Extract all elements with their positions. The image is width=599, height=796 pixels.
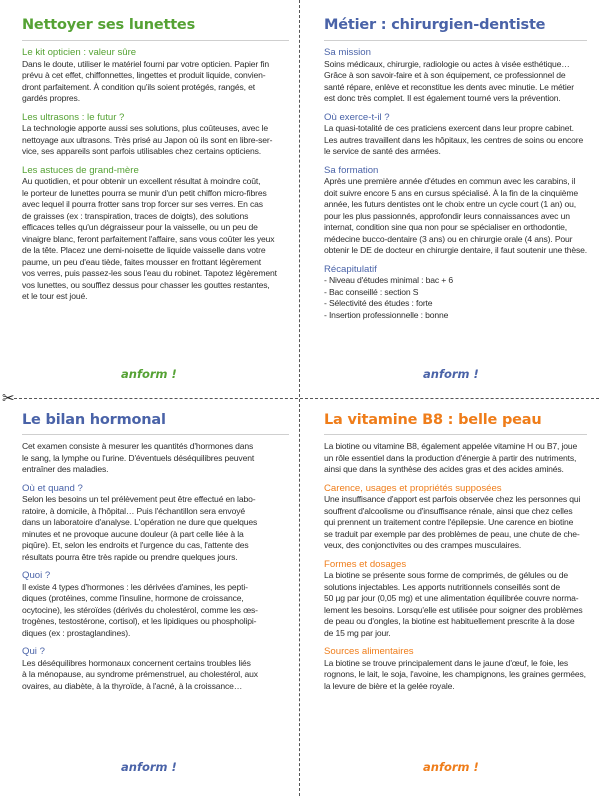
text-line: dront parfaitement. À condition qu'ils soient protégés, rangés, et	[22, 81, 255, 92]
card-sections	[22, 47, 289, 303]
text-line: vinaigre blanc, feront parfaitement l'affaire, sans vous coûter les yeux	[22, 233, 275, 244]
text-line: ocytocine), les stéroïdes (dérivés du cholestérol, comme les œs-	[22, 604, 258, 615]
text-line: est donc très complet. Il est également tourné vers la prévention.	[324, 93, 561, 103]
section-heading: Sa formation	[324, 164, 379, 176]
title-divider	[22, 40, 289, 41]
text-line: Les autres travaillent dans les hôpitaux, les centres de soins ou encore	[324, 134, 584, 145]
text-line: le porteur de lunettes pourra se munir d'un petit chiffon micro-fibres	[22, 187, 267, 198]
text-line: trogènes, testostérone, cortisol), et les lipidiques ou phospholipi-	[22, 616, 257, 626]
card-section	[324, 559, 587, 640]
section-body	[22, 176, 289, 303]
text-line: Cet examen consiste à mesurer les quantités d'hormones dans	[22, 441, 254, 451]
brand-logo: anform !	[121, 760, 177, 774]
text-line: le sang, la lymphe ou l'urine. D'éventuels déséquilibres peuvent	[22, 452, 255, 463]
section-heading: Où et quand ?	[22, 482, 83, 494]
section-heading: Qui ?	[22, 646, 45, 657]
card-section	[22, 165, 289, 303]
card-section	[324, 441, 587, 476]
section-body	[22, 441, 289, 476]
card-section	[324, 165, 587, 257]
text-line: résultats pourra être très rapide ou prendre quelques jours.	[22, 551, 238, 562]
text-line: diques (protéines, comme l'insuline, hormone de croissance,	[22, 593, 244, 603]
text-line: pour les plus passionnés, approfondir leurs connaissances avec un	[324, 210, 570, 221]
text-line: Grâce à son savoir-faire et à son équipement, ce professionnel de	[324, 70, 566, 80]
section-heading: Récapitulatif	[324, 263, 377, 275]
text-line: nettoyage aux ultrasons. Très prisé au Japon où ils sont en libre-ser-	[22, 134, 273, 145]
text-line: lement les besoins. Lorsqu'elle est utilisée pour soigner des problèmes	[324, 604, 583, 615]
card-nettoyer-lunettes	[0, 0, 299, 398]
text-line: entraîner des maladies.	[22, 464, 109, 474]
section-heading: Formes et dosages	[324, 558, 407, 570]
text-line: La quasi-totalité de ces praticiens exercent dans leur propre cabinet.	[324, 123, 574, 133]
text-line: vos verres, puis passez-les sous l'eau du robinet. Tapotez légèrement	[22, 268, 277, 278]
section-body	[324, 59, 587, 105]
text-line: - Niveau d'études minimal : bac + 6	[324, 275, 453, 285]
section-heading: Où exerce-t-il ?	[324, 111, 390, 123]
section-heading: Sources alimentaires	[324, 646, 414, 657]
card-section	[324, 112, 587, 158]
text-line: le service de santé des armées.	[324, 146, 441, 156]
text-line: Au quotidien, et pour obtenir un excellent résultat à moindre coût,	[22, 176, 261, 186]
title-divider	[22, 434, 289, 435]
text-line: rognons, le lait, le soja, l'avoine, les champignons, les graines germées,	[324, 669, 586, 679]
section-body	[22, 123, 289, 158]
card-section	[324, 646, 587, 692]
text-line: de graisses (ex : transpiration, traces de doigts), des solutions	[22, 210, 249, 221]
text-line: vice, ses appareils sont parfois utilisables chez certains opticiens.	[22, 146, 261, 156]
section-body	[324, 275, 587, 321]
text-line: Les déséquilibres hormonaux concernent certains troubles liés	[22, 657, 251, 668]
text-line: médecine bucco-dentaire (3 ans) ou en chirurgie orale (4 ans). Pour	[324, 233, 573, 244]
text-line: Dans le doute, utiliser le matériel fourni par votre opticien. Papier fin	[22, 58, 269, 69]
scissors-icon: ✂	[2, 389, 15, 407]
card-sections	[324, 441, 587, 692]
card-section	[22, 47, 289, 105]
section-body	[324, 441, 587, 476]
text-line: vos lunettes, ou soufflez dessus pour chasser les gouttes restantes,	[22, 279, 270, 290]
text-line: santé répare, enlève et reconstitue les dents avec minutie. Le métier	[324, 81, 574, 92]
text-line: gardés propres.	[22, 93, 80, 103]
text-line: un rôle essentiel dans la production d'énergie à partir des nutriments,	[324, 452, 577, 463]
section-heading: Sa mission	[324, 47, 371, 58]
text-line: solutions injectables. Les apports nutritionnels conseillés sont de	[324, 581, 560, 592]
text-line: Il existe 4 types d'hormones : les dérivées d'amines, les pepti-	[22, 581, 248, 592]
text-line: La biotine se trouve principalement dans le jaune d'œuf, le foie, les	[324, 657, 569, 668]
text-line: efficaces telles qu'un dégraisseur pour la vaisselle, ou un peu de	[22, 222, 258, 232]
section-body	[22, 494, 289, 563]
text-line: diques (ex : prostaglandines).	[22, 627, 131, 638]
section-body	[324, 176, 587, 257]
text-line: de la tête. Placez une demi-noisette de liquide vaisselle dans votre	[22, 245, 266, 255]
text-line: Soins médicaux, chirurgie, radiologie ou actes à visée esthétique…	[324, 58, 570, 69]
section-body	[324, 570, 587, 639]
section-heading: Le kit opticien : valeur sûre	[22, 47, 137, 58]
card-title: Nettoyer ses lunettes	[22, 17, 196, 33]
card-title: Métier : chirurgien-dentiste	[324, 17, 546, 33]
text-line: veux, des conjonctivites ou des crampes musculaires.	[324, 540, 522, 550]
text-line: Après une première année d'études en commun avec les carabins, il	[324, 176, 576, 186]
title-divider	[324, 434, 587, 435]
title-divider	[324, 40, 587, 41]
text-line: La biotine se présente sous forme de comprimés, de gélules ou de	[324, 570, 569, 580]
text-line: minutes et ne provoque aucune douleur (à part celle liée à la	[22, 528, 244, 539]
card-title: Le bilan hormonal	[22, 412, 166, 428]
text-line: de 15 mg par jour.	[324, 627, 391, 638]
section-body	[324, 494, 587, 552]
text-line: se traduit par exemple par des problèmes de peau, une chute de che-	[324, 528, 580, 539]
text-line: - Insertion professionnelle : bonne	[324, 309, 449, 320]
text-line: paume, un peu d'eau tiède, faites mousser en frottant légèrement	[22, 256, 262, 267]
section-heading: Les ultrasons : le futur ?	[22, 111, 125, 123]
text-line: prévu à cet effet, chiffonnettes, lingettes et produit liquide, convien-	[22, 70, 266, 80]
text-line: piqûre). Et, selon les endroits et l'urgence du cas, l'attente des	[22, 540, 249, 550]
text-line: à la ménopause, au syndrome prémenstruel, au cholestérol, aux	[22, 669, 258, 679]
section-body	[324, 123, 587, 158]
text-line: La technologie apporte aussi ses solutions, plus coûteuses, avec le	[22, 123, 269, 133]
card-metier-dentiste	[300, 0, 599, 398]
text-line: ratoire, à domicile, à l'hôpital… Puis l'échantillon sera envoyé	[22, 505, 245, 516]
text-line: - Sélectivité des études : forte	[324, 298, 433, 308]
card-sections	[22, 441, 289, 692]
text-line: obtenir le DE de docteur en chirurgie dentaire, il faut soutenir une thèse.	[324, 245, 587, 255]
text-line: souffrent d'alcoolisme ou d'insuffisance rénale, ainsi que chez celles	[324, 505, 573, 516]
text-line: ovaires, au diabète, à la thyroïde, à l'acné, à la croissance…	[22, 680, 243, 691]
text-line: Une insuffisance d'apport est parfois observée chez les personnes qui	[324, 494, 581, 504]
text-line: internat, condition sine qua non pour se spécialiser en orthodontie,	[324, 222, 568, 232]
brand-logo: anform !	[423, 760, 479, 774]
card-section	[324, 264, 587, 322]
card-section	[324, 47, 587, 105]
text-line: et le tour est joué.	[22, 291, 88, 301]
text-line: la levure de bière et la gelée royale.	[324, 680, 455, 691]
text-line: Selon les besoins un tel prélèvement peut être effectué en labo-	[22, 494, 256, 504]
section-heading: Quoi ?	[22, 570, 51, 581]
text-line: ainsi que dans la synthèse des acides gras et des acides aminés.	[324, 464, 564, 474]
card-section	[22, 112, 289, 158]
text-line: de peau ou d'ongles, la biotine est habituellement prescrite à la dose	[324, 616, 575, 626]
text-line: 50 µg par jour (0,05 mg) et une alimentation équilibrée couvre norma-	[324, 593, 579, 603]
brand-logo: anform !	[423, 367, 479, 381]
section-heading: Les astuces de grand-mère	[22, 164, 139, 176]
card-vitamine-b8	[300, 399, 599, 796]
brand-logo: anform !	[121, 367, 177, 381]
section-body	[22, 582, 289, 640]
card-section	[324, 483, 587, 552]
card-bilan-hormonal	[0, 399, 299, 796]
card-sections	[324, 47, 587, 321]
card-title: La vitamine B8 : belle peau	[324, 412, 542, 428]
section-body	[324, 658, 587, 693]
card-section	[22, 441, 289, 476]
text-line: qui prennent un traitement contre l'épilepsie. Une carence en biotine	[324, 517, 574, 527]
section-body	[22, 59, 289, 105]
card-section	[22, 483, 289, 564]
card-section	[22, 646, 289, 692]
text-line: année, les futurs dentistes ont le choix entre un cycle court (1 an) ou,	[324, 199, 576, 209]
text-line: avec lequel il pourra frotter sans trop forcer sur ses verres. En cas	[22, 199, 263, 209]
text-line: La biotine ou vitamine B8, également appelée vitamine H ou B7, joue	[324, 441, 578, 451]
text-line: doit suivre encore 5 ans en cursus spécialisé. À la fin de la cinquième	[324, 187, 578, 198]
section-heading: Carence, usages et propriétés supposées	[324, 482, 502, 494]
card-section	[22, 570, 289, 639]
text-line: dans un laboratoire d'analyse. L'opération ne dure que quelques	[22, 517, 258, 527]
section-body	[22, 658, 289, 693]
text-line: - Bac conseillé : section S	[324, 286, 419, 297]
